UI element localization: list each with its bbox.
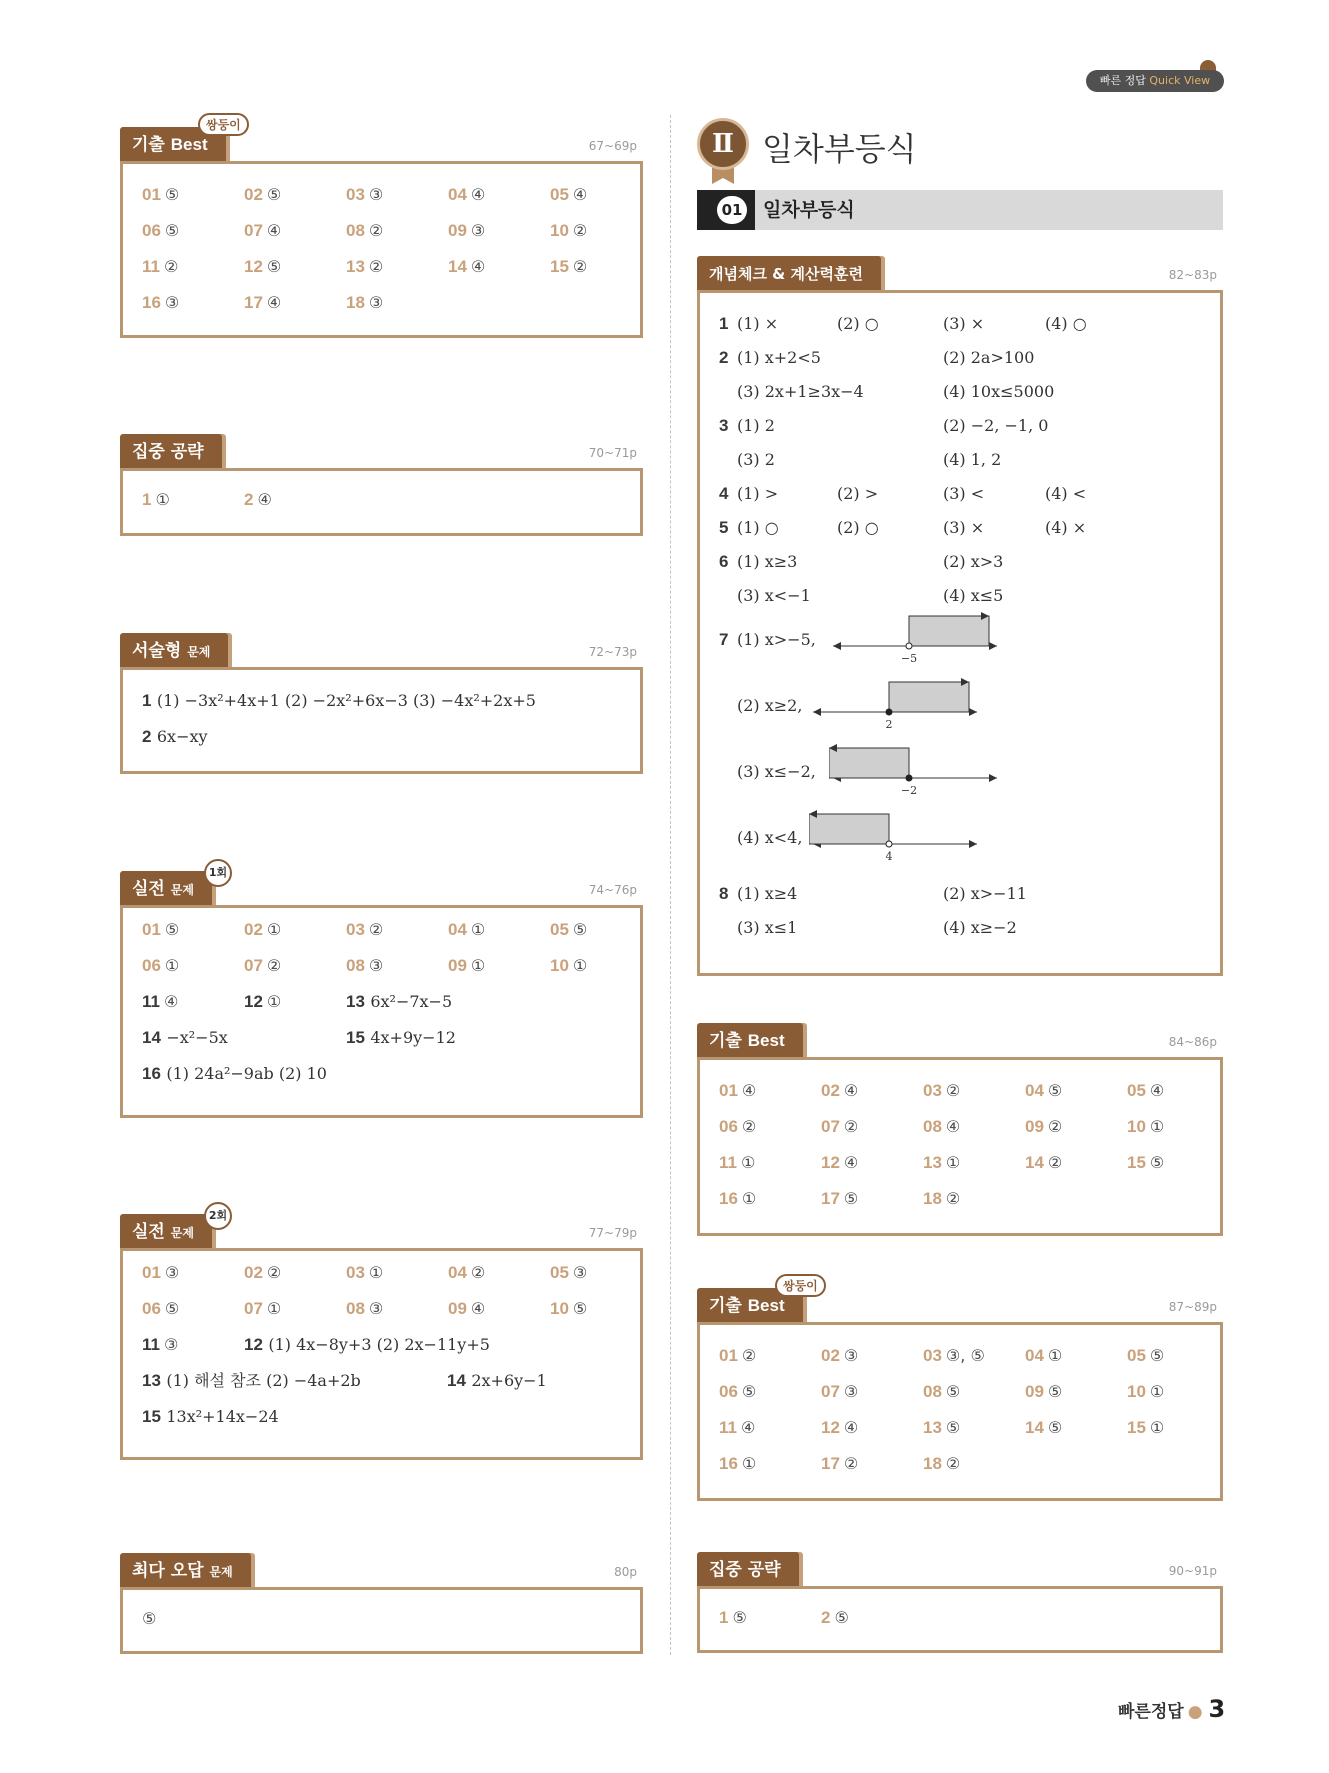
section-tag: 서술형 문제 [120,633,228,667]
section-practice-2-left: 실전 문제 2회 77~79p 01 ③ 02 ② 03 ① 04 ② 05 ③ 06 ⑤ 07 ① 08 ③ 09 ④ 10 ⑤ 11 ③ 12 (1) 4x−8y+3 (2) 2x−11y+5 13 (1) 해설 참조 (2) −4a+2b 14 2x+6y−1 15 13x²+14x−24 [120,1214,643,1460]
answer-item: 01 ④ [719,1081,757,1100]
solution-region [909,616,989,646]
answer-item: 11 ② [142,257,179,276]
answer-item: 15 ② [550,257,588,276]
answer-item: 02 ③ [821,1346,859,1365]
answer-item: 14 ② [1025,1153,1063,1172]
answer-item: 05 ④ [550,185,588,204]
answer-item: 16 ③ [142,293,180,312]
answer-item: (1) > [737,484,779,503]
point-label: 4 [885,850,893,863]
answer-item: 10 ① [1127,1382,1165,1401]
section-tag: 집중 공략 [697,1552,799,1586]
section-tag: 실전 문제 [120,871,212,905]
axis-arrow-right [969,840,977,848]
answer-item: 04 ① [1025,1346,1063,1365]
answer-item: (3) x≤1 [737,918,798,937]
answer-item: 06 ⑤ [142,221,180,240]
answer-item: 02 ① [244,920,282,939]
solution-region [829,748,909,778]
answer-item: (4) < [1045,484,1087,503]
section-best-twin-right [697,1279,1223,1501]
answer-item: (1) x≥3 [737,552,798,571]
answer-box [120,667,643,774]
axis-arrow-left [813,708,821,716]
answer-item: 09 ① [448,956,486,975]
answer-item: 02 ⑤ [244,185,282,204]
open-point [886,841,892,847]
answer-item: (4) ○ [1045,314,1087,333]
answer-item: (1) x>−5, [737,630,816,649]
answer-item: 09 ④ [448,1299,486,1318]
answer-item: (3) × [943,314,985,333]
answer-item: 03 ③ [346,185,384,204]
answer-line: ⑤ [142,1609,157,1628]
answer-item: 02 ② [244,1263,282,1282]
section-focus-left [120,434,643,536]
section-tag: 집중 공략 [120,434,222,468]
answer-item: 12 ④ [821,1153,859,1172]
section-tag: 기출 Best [697,1023,803,1057]
page-range: 77~79p [588,1226,637,1240]
answer-item: 06 ⑤ [142,1299,180,1318]
number-line-graph [829,742,1009,798]
number-line-graph [809,676,989,732]
answer-item: 04 ① [448,920,486,939]
answer-item: 1 ① [142,490,170,509]
section-tag: 기출 Best [697,1288,803,1322]
answer-item: 01 ⑤ [142,920,180,939]
answer-item: 03 ② [346,920,384,939]
answer-item: 09 ⑤ [1025,1382,1063,1401]
answer-item: 18 ② [923,1454,961,1473]
page-range: 67~69p [588,139,637,153]
axis-arrow-right [969,708,977,716]
section-tag: 최다 오답 문제 [120,1553,251,1587]
lesson-title: 일차부등식 [763,199,855,221]
answer-item: 05 ⑤ [1127,1346,1165,1365]
answer-item: (2) −2, −1, 0 [943,416,1049,435]
answer-box [120,1587,643,1654]
answer-item: 07 ① [244,1299,282,1318]
answer-item: 03 ② [923,1081,961,1100]
point-label: −5 [900,652,918,665]
answer-item: 13 ① [923,1153,961,1172]
section-focus-right [697,1552,1223,1653]
section-tag: 개념체크 & 계산력훈련 [697,256,881,290]
answer-item: (2) > [837,484,879,503]
answer-item: (3) < [943,484,985,503]
section-most-wrong-left [120,1553,643,1654]
answer-item: 16 ① [719,1189,757,1208]
answer-item: (2) ○ [837,314,879,333]
answer-item: (2) x≥2, [737,696,803,715]
answer-item: 04 ⑤ [1025,1081,1063,1100]
answer-item: 2 ④ [244,490,272,509]
answer-item: (2) ○ [837,518,879,537]
page-range: 90~91p [1168,1564,1217,1578]
answer-item: 03 ① [346,1263,384,1282]
answer-item: 09 ③ [448,221,486,240]
answer-item: 1 ⑤ [719,1608,747,1627]
page-range: 87~89p [1168,1300,1217,1314]
answer-line: 15 13x²+14x−24 [142,1407,279,1426]
page-range: 72~73p [588,645,637,659]
column-divider [670,115,671,1655]
answer-item: 06 ⑤ [719,1382,757,1401]
answer-item: 10 ① [1127,1117,1165,1136]
answer-line: 1 (1) −3x²+4x+1 (2) −2x²+6x−3 (3) −4x²+2x+5 [142,691,536,710]
answer-box [697,1586,1223,1653]
closed-point [886,709,892,715]
answer-item: (2) 2a>100 [943,348,1035,367]
answer-item: 08 ④ [923,1117,961,1136]
solution-region [809,814,889,844]
page-range: 80p [614,1565,637,1579]
answer-item: 08 ⑤ [923,1382,961,1401]
answer-item: 18 ③ [346,293,384,312]
answer-item: 06 ② [719,1117,757,1136]
answer-item: (4) x≥−2 [943,918,1017,937]
answer-item: (4) x<4, [737,828,803,847]
answer-item: 11 ① [719,1153,756,1172]
answer-item: 01 ② [719,1346,757,1365]
answer-item: 09 ② [1025,1117,1063,1136]
answer-item: 08 ③ [346,1299,384,1318]
number-line-graph [809,808,989,864]
answer-item: 07 ② [821,1117,859,1136]
number-line-graph [829,610,1009,666]
answer-item: (2) x>3 [943,552,1004,571]
answer-line: 16 (1) 24a²−9ab (2) 10 [142,1064,327,1083]
answer-item: (3) 2 [737,450,775,469]
section-tag: 실전 문제 [120,1214,212,1248]
answer-item: 13 ② [346,257,384,276]
round-badge: 1회 [204,859,232,887]
answer-item: 11 ④ [719,1418,756,1437]
round-badge: 2회 [204,1202,232,1230]
section-concept-check: 개념체크 & 계산력훈련 82~83p 1 (1) × (2) ○ (3) × (4) ○ 2 (1) x+2<5 (2) 2a>100 (3) 2x+1≥3x−4 (4) 10x≤5000 3 (1) 2 (2) −2, −1, 0 (3) 2 (4) 1, 2 4 (1) > (2) > (3) < (4) < 5 (1) ○ (2) ○ (3) × (4) × 6 (1) x≥3 (2) x>3 (3) x<−1 (4) x≤5 7 (1) x>−5, −5 (2) x≥2, 2 (3) x≤−2, −2 (4) x<4, 4 8 (1) x≥4 (2) x>−11 (3) x≤1 (4) x≥−2 [697,256,1223,976]
closed-point [906,775,912,781]
answer-item: 10 ① [550,956,588,975]
open-point [906,643,912,649]
section-tag: 기출 Best [120,127,226,161]
answer-item: 14 ④ [448,257,486,276]
answer-item: 17 ② [821,1454,859,1473]
answer-item: 17 ⑤ [821,1189,859,1208]
quick-view-badge: 빠른 정답 Quick View [1086,70,1224,92]
point-label: −2 [900,784,918,797]
answer-item: 2 ⑤ [821,1608,849,1627]
answer-item: (1) 2 [737,416,775,435]
answer-item: 04 ② [448,1263,486,1282]
answer-item: 01 ⑤ [142,185,180,204]
answer-item: 07 ③ [821,1382,859,1401]
answer-item: 13 ⑤ [923,1418,961,1437]
answer-item: 07 ② [244,956,282,975]
answer-item: 17 ④ [244,293,282,312]
answer-item: 10 ⑤ [550,1299,588,1318]
answer-item: 01 ③ [142,1263,180,1282]
answer-item: 16 ① [719,1454,757,1473]
answer-item: (3) × [943,518,985,537]
answer-item: 05 ③ [550,1263,588,1282]
answer-item: 05 ⑤ [550,920,588,939]
page-range: 70~71p [588,446,637,460]
page-number: 3 [1208,1695,1226,1723]
answer-item: 08 ③ [346,956,384,975]
answer-item: 02 ④ [821,1081,859,1100]
answer-item: 06 ① [142,956,180,975]
answer-box [120,468,643,536]
page-range: 82~83p [1168,268,1217,282]
answer-item: (4) 10x≤5000 [943,382,1055,401]
answer-item: 05 ④ [1127,1081,1165,1100]
solution-region [889,682,969,712]
section-best-twin-left [120,118,643,338]
unit-title: 일차부등식 [762,130,917,168]
page-range: 84~86p [1168,1035,1217,1049]
answer-item: 03 ③, ⑤ [923,1346,985,1365]
section-best-right [697,1023,1223,1236]
answer-item: (1) × [737,314,779,333]
axis-arrow-left [833,642,841,650]
answer-item: 12 ⑤ [244,257,282,276]
unit-number-badge: Ⅱ [697,118,749,170]
axis-arrow-right [989,642,997,650]
twin-badge: 쌍둥이 [775,1274,826,1297]
answer-item: (1) x≥4 [737,884,798,903]
answer-item: (3) 2x+1≥3x−4 [737,382,864,401]
answer-item: (4) x≤5 [943,586,1004,605]
section-essay-left [120,633,643,774]
page-range: 74~76p [588,883,637,897]
answer-item: 04 ④ [448,185,486,204]
answer-item: 15 ⑤ [1127,1153,1165,1172]
point-label: 2 [885,718,893,731]
answer-item: (4) × [1045,518,1087,537]
twin-badge: 쌍둥이 [198,113,249,136]
lesson-bar [697,190,1223,230]
answer-item: 07 ④ [244,221,282,240]
answer-item: (1) x+2<5 [737,348,821,367]
answer-item: (3) x≤−2, [737,762,816,781]
answer-item: 12 ④ [821,1418,859,1437]
answer-item: (1) ○ [737,518,779,537]
answer-item: (3) x<−1 [737,586,811,605]
answer-item: 18 ② [923,1189,961,1208]
answer-item: 15 ① [1127,1418,1165,1437]
lesson-number: 01 [717,196,747,224]
answer-item: 08 ② [346,221,384,240]
answer-item: 10 ② [550,221,588,240]
page-footer: 빠른정답 ● 3 [1118,1695,1226,1723]
axis-arrow-right [989,774,997,782]
answer-item: (4) 1, 2 [943,450,1002,469]
answer-line: 2 6x−xy [142,727,208,746]
section-practice-1-left: 실전 문제 1회 74~76p 01 ⑤ 02 ① 03 ② 04 ① 05 ⑤ 06 ① 07 ② 08 ③ 09 ① 10 ① 11 ④ 12 ① 13 6x²−7x−5 14 −x²−5x 15 4x+9y−12 16 (1) 24a²−9ab (2) 10 [120,871,643,1118]
answer-item: 14 ⑤ [1025,1418,1063,1437]
answer-item: (2) x>−11 [943,884,1027,903]
